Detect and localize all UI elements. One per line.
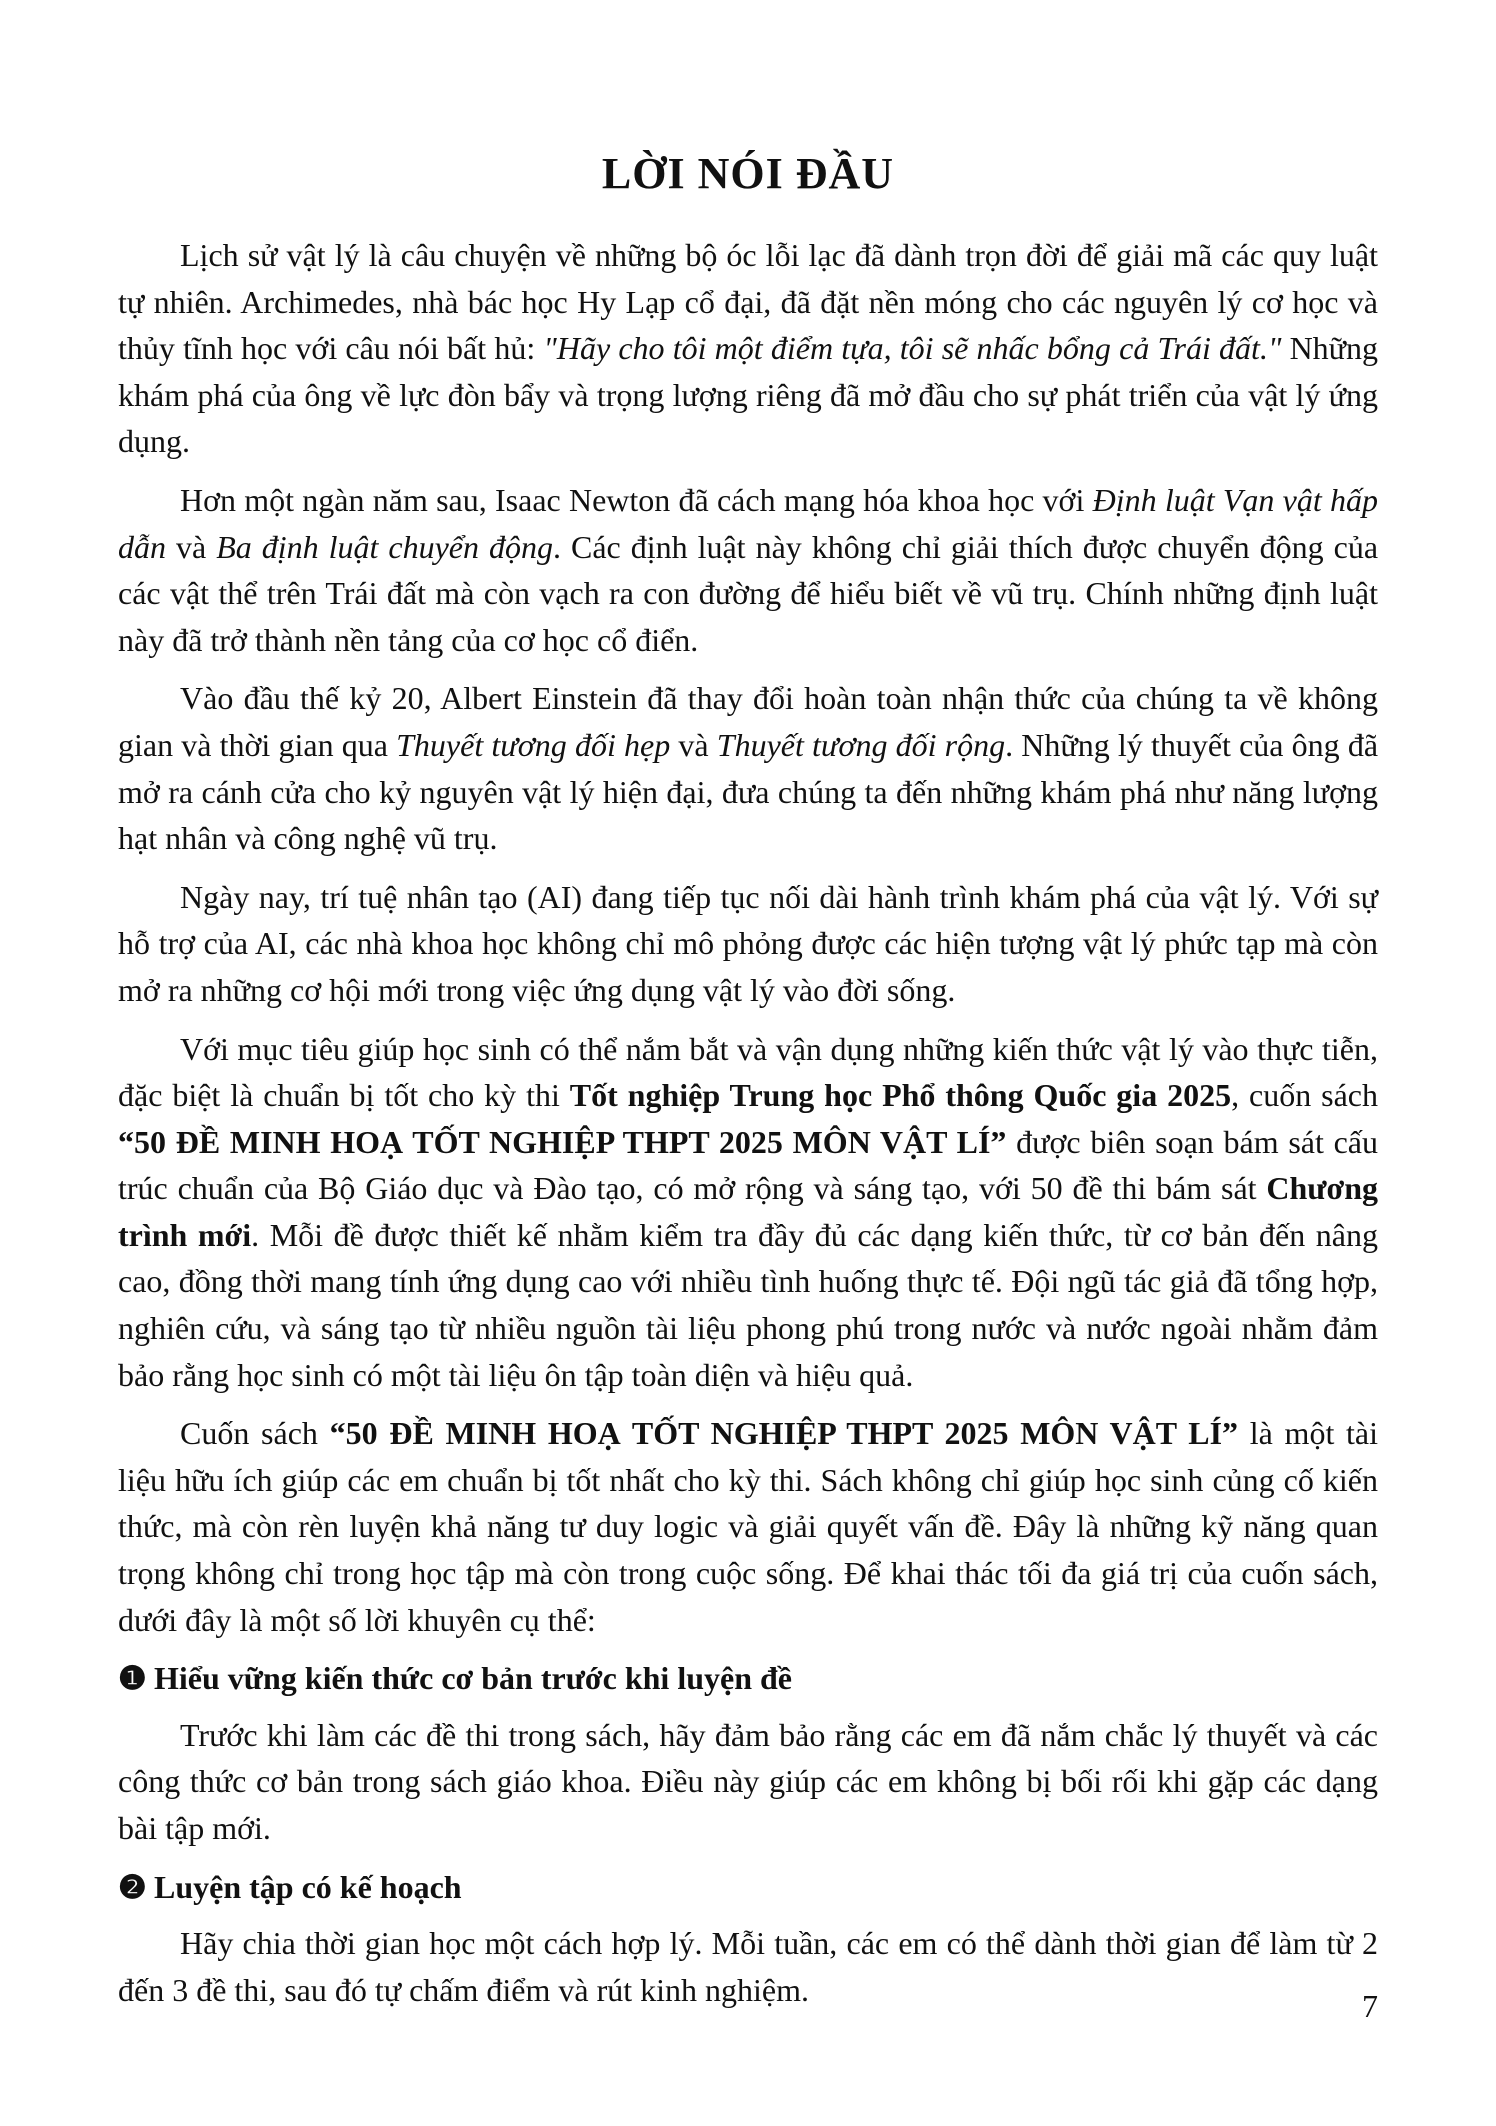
paragraph-text: và: [166, 528, 217, 565]
paragraph-text: Hơn một ngàn năm sau, Isaac Newton đã cách mạng hóa khoa học với: [180, 481, 1093, 518]
number-two-icon: ❷: [118, 1868, 147, 1905]
book-title: “50 ĐỀ MINH HOẠ TỐT NGHIỆP THPT 2025 MÔN VẬT LÍ”: [118, 1123, 1007, 1160]
paragraph-text: được biên soạn bám sát cấu trúc chuẩn của Bộ Giáo dục và Đào tạo, có mở rộng và sáng tạo, với 50 đề thi bám sát: [118, 1123, 1379, 1207]
document-body: [118, 232, 1378, 2025]
paragraph-text: , cuốn sách: [1231, 1077, 1379, 1114]
book-title: “50 ĐỀ MINH HOẠ TỐT NGHIỆP THPT 2025 MÔN VẬT LÍ”: [329, 1415, 1239, 1452]
paragraph-text: Lịch sử vật lý là câu chuyện về những bộ óc lỗi lạc đã dành trọn đời để giải mã các quy luật tự nhiên. Archimedes, nhà bác học Hy Lạp cổ đại, đã đặt nền móng cho các nguyên lý cơ học và thủy tĩnh học với câu nói bất hủ:: [118, 237, 1378, 367]
paragraph-newton: [118, 477, 1378, 663]
archimedes-quote: "Hãy cho tôi một điểm tựa, tôi sẽ nhấc bổng cả Trái đất.": [543, 330, 1282, 367]
special-relativity: Thuyết tương đối hẹp: [396, 726, 671, 763]
number-one-icon: ❶: [118, 1660, 147, 1697]
paragraph-archimedes: [118, 232, 1378, 465]
paragraph-book-goal: [118, 1026, 1378, 1399]
page-number: 7: [1362, 1988, 1378, 2024]
tip-heading-2: [118, 1864, 1378, 1911]
paragraph-text: là một tài liệu hữu ích giúp các em chuẩn bị tốt nhất cho kỳ thi. Sách không chỉ giúp học sinh củng cố kiến thức, mà còn rèn luyện khả năng tư duy logic và giải quyết vấn đề. Đây là những kỹ năng quan trọng không chỉ trong học tập mà còn trong cuộc sống. Để khai thác tối đa giá trị của cuốn sách, dưới đây là một số lời khuyên cụ thể:: [118, 1415, 1379, 1638]
paragraph-text: và: [670, 726, 717, 763]
tip-text-1: Trước khi làm các đề thi trong sách, hãy đảm bảo rằng các em đã nắm chắc lý thuyết và các công thức cơ bản trong sách giáo khoa. Điều này giúp các em không bị bối rối khi gặp các dạng bài tập mới.: [118, 1716, 1378, 1846]
paragraph-text: . Các định luật này không chỉ giải thích được chuyển động của các vật thể trên Trái đất mà còn vạch ra con đường để hiểu biết về vũ trụ. Chính những định luật này đã trở thành nền tảng của cơ học cổ điển.: [118, 528, 1379, 658]
paragraph-ai: Ngày nay, trí tuệ nhân tạo (AI) đang tiếp tục nối dài hành trình khám phá của vật lý. Với sự hỗ trợ của AI, các nhà khoa học không chỉ mô phỏng được các hiện tượng vật lý phức tạp mà còn mở ra những cơ hội mới trong việc ứng dụng vật lý vào đời sống.: [118, 878, 1378, 1008]
general-relativity: Thuyết tương đối rộng: [716, 726, 1006, 763]
tip-text-2: Hãy chia thời gian học một cách hợp lý. Mỗi tuần, các em có thể dành thời gian để làm từ 2 đến 3 đề thi, sau đó tự chấm điểm và rút kinh nghiệm.: [118, 1925, 1378, 2008]
paragraph-text: Vào đầu thế kỷ 20, Albert Einstein đã thay đổi hoàn toàn nhận thức của chúng ta về không gian và thời gian qua: [118, 680, 1378, 763]
program-name: Chương trình mới: [118, 1170, 1378, 1253]
paragraph-text: . Mỗi đề được thiết kế nhằm kiểm tra đầy đủ các dạng kiến thức, từ cơ bản đến nâng cao, đồng thời mang tính ứng dụng cao với nhiều tình huống thực tế. Đội ngũ tác giả đã tổng hợp, nghiên cứu, và sáng tạo từ nhiều nguồn tài liệu phong phú trong nước và nước ngoài nhằm đảm bảo rằng học sinh có một tài liệu ôn tập toàn diện và hiệu quả.: [118, 1216, 1379, 1393]
tip-heading-text: Luyện tập có kế hoạch: [154, 1868, 462, 1905]
paragraph-einstein: [118, 675, 1378, 861]
exam-name: Tốt nghiệp Trung học Phổ thông Quốc gia 2025: [569, 1077, 1232, 1114]
newton-laws-motion: Ba định luật chuyển động: [216, 528, 553, 565]
page-title: LỜI NÓI ĐẦU: [601, 149, 895, 198]
paragraph-text: Những khám phá của ông về lực đòn bẩy và trọng lượng riêng đã mở đầu cho sự phát triển của vật lý ứng dụng.: [118, 330, 1379, 460]
paragraph-book-usefulness: [118, 1410, 1378, 1643]
paragraph-text: Với mục tiêu giúp học sinh có thể nắm bắt và vận dụng những kiến thức vật lý vào thực tiễn, đặc biệt là chuẩn bị tốt cho kỳ thi: [118, 1030, 1378, 1114]
tip-heading-text: Hiểu vững kiến thức cơ bản trước khi luyện đề: [154, 1660, 792, 1697]
tip-heading-1: [118, 1655, 1378, 1702]
paragraph-text: Cuốn sách: [180, 1415, 330, 1452]
newton-law-gravitation: Định luật Vạn vật hấp dẫn: [118, 481, 1379, 565]
paragraph-text: . Những lý thuyết của ông đã mở ra cánh cửa cho kỷ nguyên vật lý hiện đại, đưa chúng ta đến những khám phá như năng lượng hạt nhân và công nghệ vũ trụ.: [118, 726, 1379, 857]
